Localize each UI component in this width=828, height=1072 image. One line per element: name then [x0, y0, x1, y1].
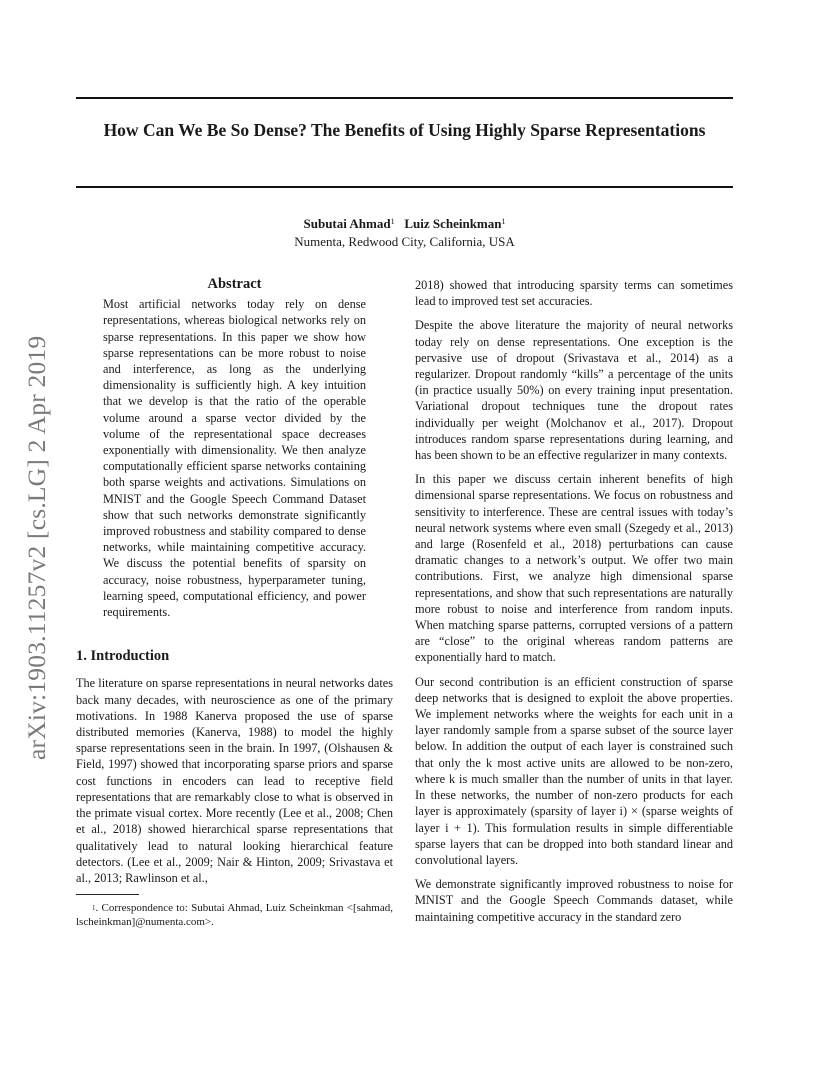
author-block: [76, 215, 733, 251]
paper-title: How Can We Be So Dense? The Benefits of Using Highly Sparse Representations: [103, 120, 706, 140]
author-2-mark: 1: [501, 217, 506, 226]
paragraph-demonstrate: We demonstrate significantly improved robustness to noise for MNIST and the Google Speech Commands dataset, while maintaining competitive accuracy in the standard zero: [415, 877, 733, 924]
author-1-mark: 1: [390, 217, 395, 226]
intro-paragraph: The literature on sparse representations in neural networks dates back many decades, with neuroscience as one of the primary motivations. In 1988 Kanerva proposed the use of sparse distributed memories (Kanerva, 1988) to model the highly sparse representations seen in the brain. In 1997, (Olshausen & Field, 1997) showed that incorporating sparse priors and sparse cost functions in encoders can lead to receptive field representations that are remarkably close to what is observed in the primate visual cortex. More recently (Lee et al., 2008; Chen et al., 2018) showed hierarchical sparse representations that qualitatively lead to natural looking hierarchical feature detectors. (Lee et al., 2009; Nair & Hinton, 2009; Srivastava et al., 2013; Rawlinson et al.,: [76, 676, 393, 885]
author-2: Luiz Scheinkman: [404, 216, 502, 231]
title-rule-bottom: [76, 186, 733, 188]
intro-heading: 1. Introduction: [76, 648, 170, 665]
footnote: [76, 901, 393, 929]
paragraph-continuation: 2018) showed that introducing sparsity terms can sometimes lead to improved test set accuracies.: [415, 278, 733, 309]
footnote-mark: 1: [92, 904, 96, 913]
paragraph-second-contribution: Our second contribution is an efficient construction of sparse deep networks that is designed to exploit the above properties. We implement networks where the weights for each unit in a layer randomly sample from a sparse subset of the source layer below. In addition the output of each layer is constrained such that only the k most active units are allowed to be non-zero, where k is much smaller than the number of units in that layer. In these networks, the number of non-zero products for each layer is approximately (sparsity of layer i) × (sparse weights of layer i + 1). This formulation results in simple differentiable sparse layers that can be dropped into both standard linear and convolutional layers.: [415, 674, 733, 867]
footnote-text: . Correspondence to: Subutai Ahmad, Luiz Scheinkman <[sahmad, lscheinkman]@numenta.com>.: [76, 902, 393, 929]
author-1: Subutai Ahmad: [303, 216, 391, 231]
paragraph-benefits: In this paper we discuss certain inherent benefits of high dimensional sparse representations. We focus on robustness and sensitivity to interference. These are central issues with today’s neural network systems where even small (Szegedy et al., 2013) and large (Rosenfeld et al., 2018) perturbations can cause dramatic changes to a network’s output. We offer two main contributions. First, we analyze high dimensional sparse representations, and show that such representations are naturally more robust to noise and interference from random inputs. When matching sparse patterns, corrupted versions of a pattern are “close” to the original whereas random patterns are exponentially hard to match.: [415, 472, 733, 665]
left-column: [76, 276, 393, 929]
affiliation: Numenta, Redwood City, California, USA: [294, 234, 515, 249]
abstract-heading: Abstract: [207, 276, 262, 292]
right-column: [415, 277, 733, 933]
footnote-rule: [76, 894, 139, 895]
paragraph-dropout: Despite the above literature the majority of neural networks today rely on dense representations. One exception is the pervasive use of dropout (Srivastava et al., 2014) as a regularizer. Dropout randomly “kills” a percentage of the units (in practice usually 50%) on every training input presentation. Variational dropout techniques tune the dropout rates individually per weight (Molchanov et al., 2017). Dropout introduces random sparse representations during learning, and has been shown to be an effective regularizer in many contexts.: [415, 318, 733, 463]
author-names: [76, 215, 733, 233]
arxiv-identifier: arXiv:1903.11257v2 [cs.LG] 2 Apr 2019: [22, 335, 51, 760]
abstract-text: Most artificial networks today rely on dense representations, whereas biological networks rely on sparse representations. In this paper we show how sparse representations can be more robust to noise and interference, as long as the underlying dimensionality is sufficiently high. A key intuition that we develop is that the ratio of the operable volume around a sparse vector divided by the volume of the representational space decreases exponentially with dimensionality. We then analyze computationally efficient sparse networks containing both sparse weights and activations. Simulations on MNIST and the Google Speech Command Dataset show that such networks demonstrate significantly improved robustness and stability compared to dense networks, while maintaining competitive accuracy. We discuss the potential benefits of sparsity on accuracy, noise robustness, hyperparameter tuning, learning speed, computational efficiency, and power requirements.: [103, 297, 366, 620]
title-rule-top: [76, 97, 733, 99]
